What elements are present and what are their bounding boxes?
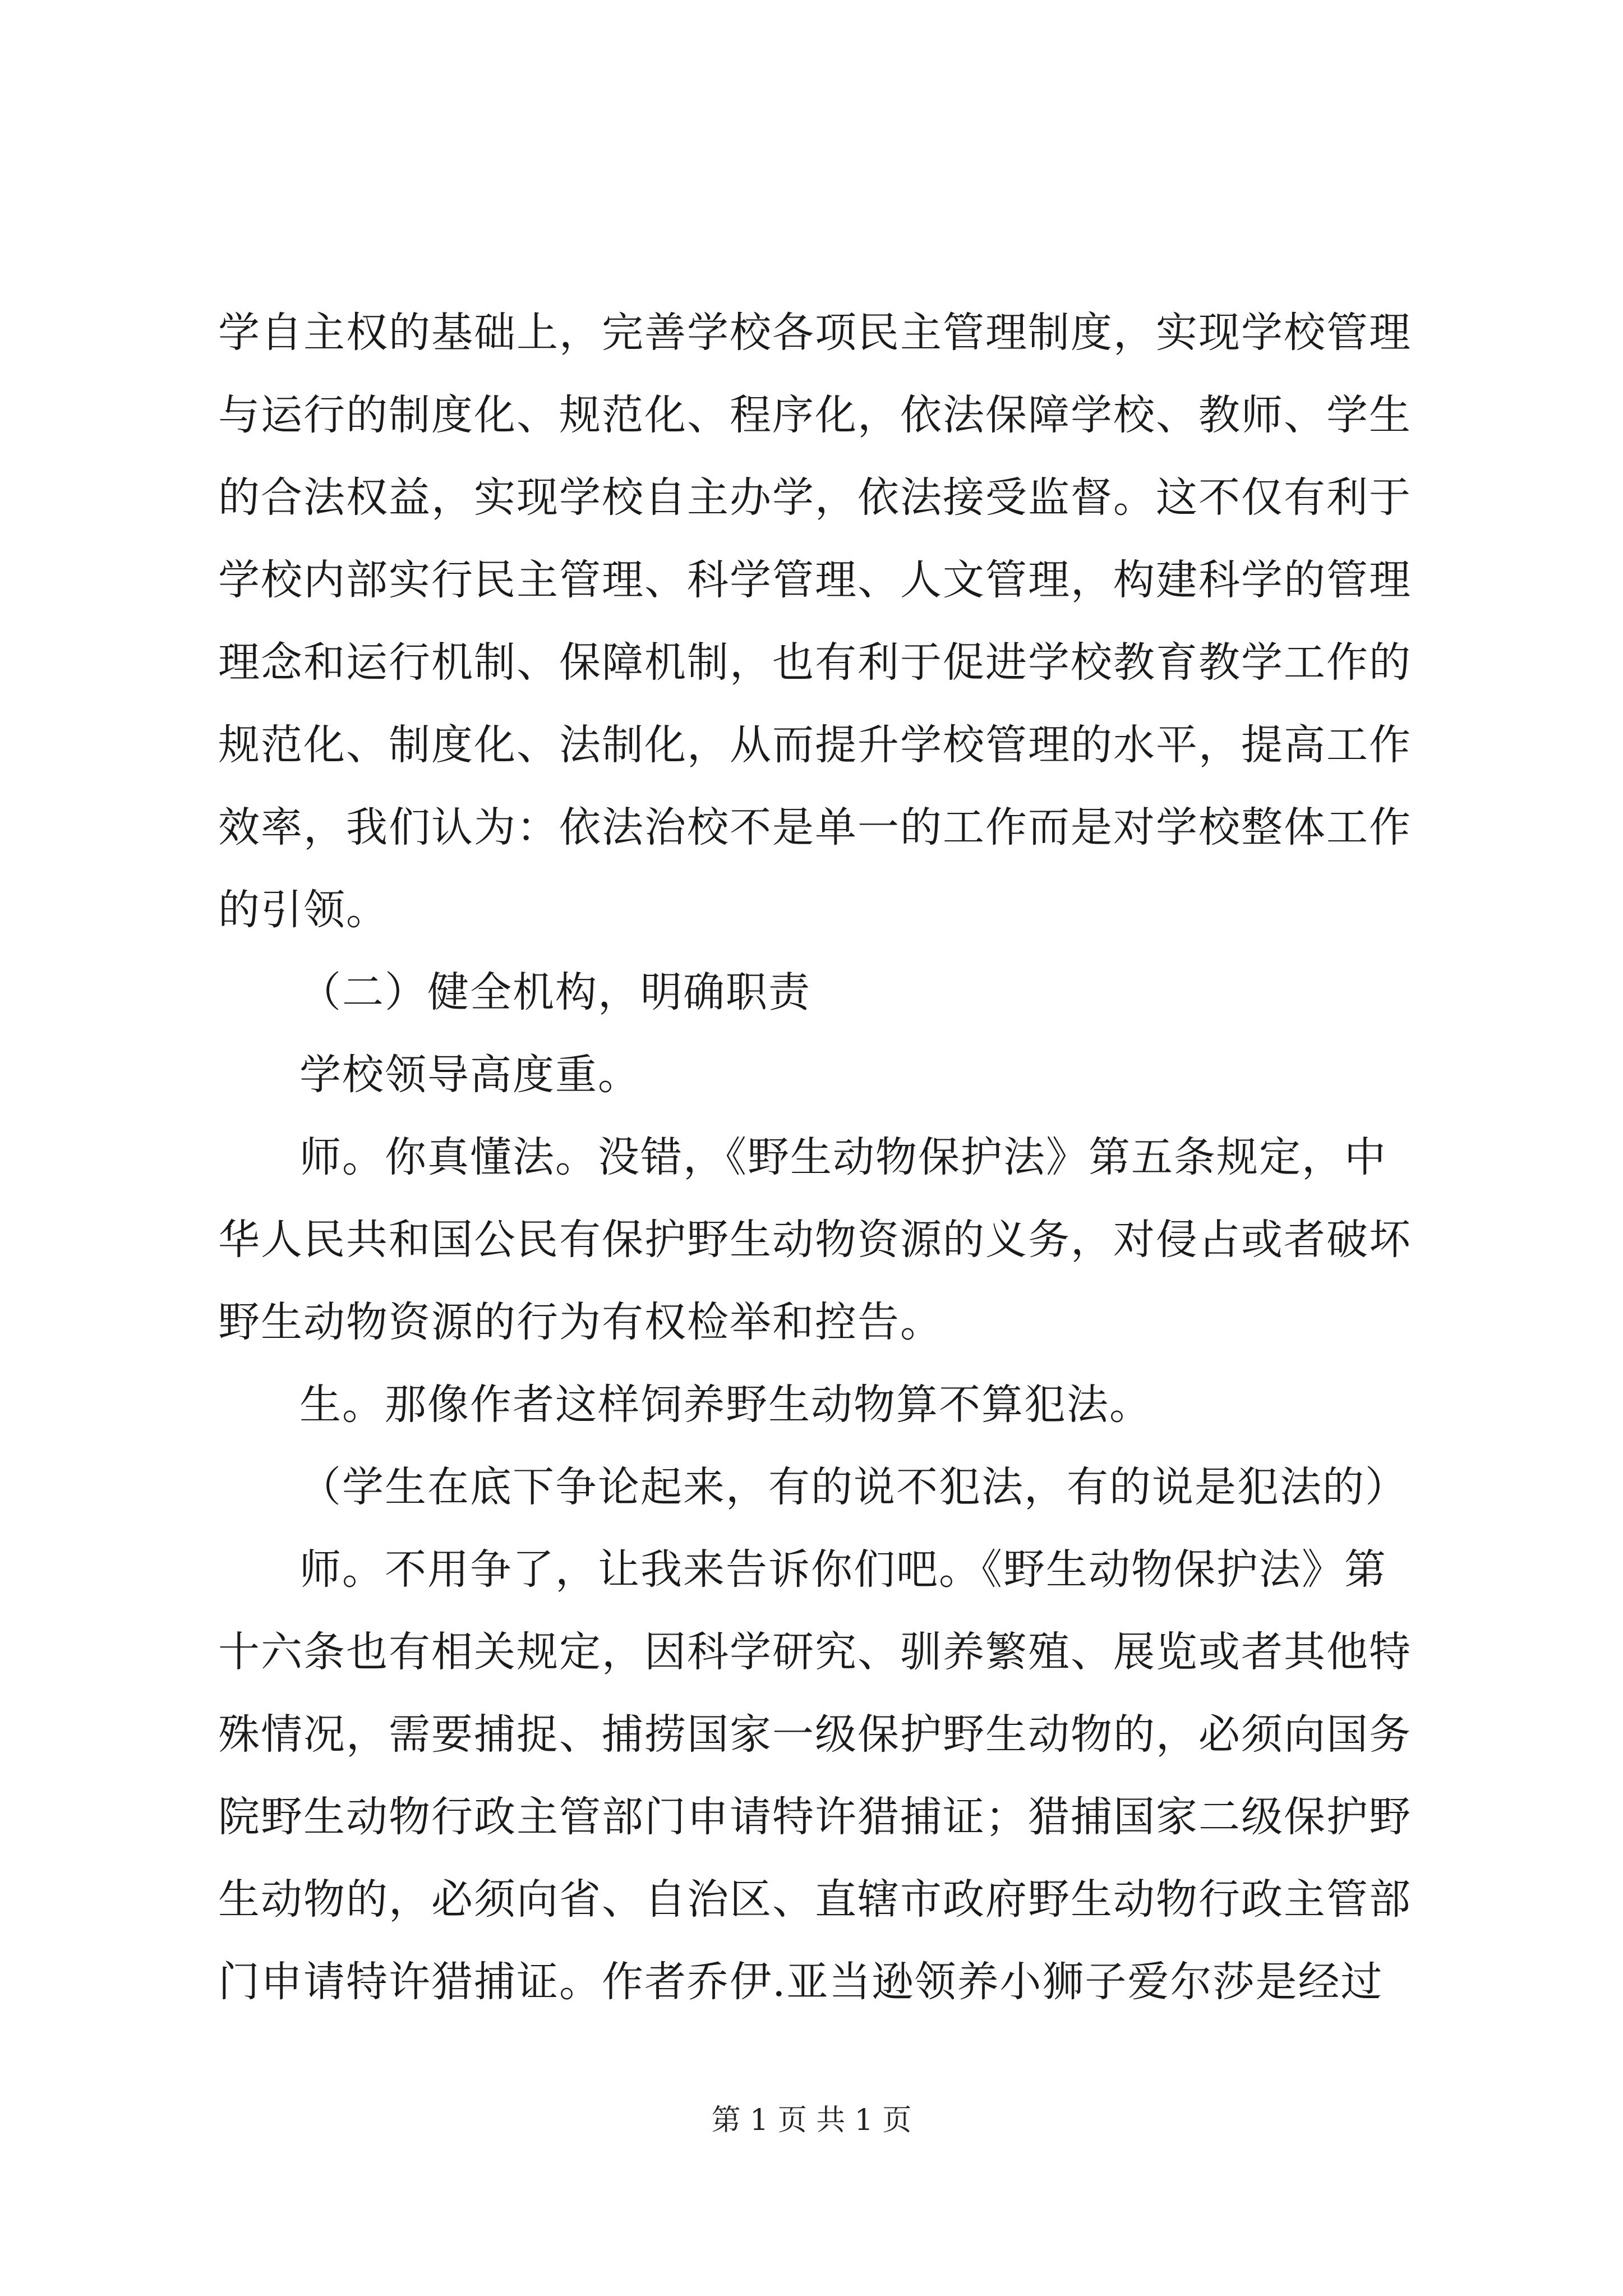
text-line: 理念和运行机制、保障机制，也有利于促进学校教育教学工作的 xyxy=(218,638,1412,687)
section-heading: （二）健全机构，明确职责 xyxy=(299,968,811,1016)
text-line: 师。你真懂法。没错，《野生动物保护法》第五条规定，中 xyxy=(299,1133,1387,1181)
document-body xyxy=(218,292,1424,2023)
page-number-label: 第 1 页 共 1 页 xyxy=(711,2104,912,2137)
text-line: 门申请特许猎捕证。作者乔伊.亚当逊领养小狮子爱尔莎是经过 xyxy=(218,1958,1384,2006)
text-line: （学生在底下争论起来，有的说不犯法，有的说是犯法的） xyxy=(299,1463,1408,1511)
text-line: 野生动物资源的行为有权检举和控告。 xyxy=(218,1298,943,1346)
text-line: 学校内部实行民主管理、科学管理、人文管理，构建科学的管理 xyxy=(218,556,1412,604)
text-line: 规范化、制度化、法制化，从而提升学校管理的水平，提高工作 xyxy=(218,721,1412,769)
text-line: 学校领导高度重。 xyxy=(299,1051,640,1099)
page-footer xyxy=(0,2101,1623,2140)
text-line: 的合法权益，实现学校自主办学，依法接受监督。这不仅有利于 xyxy=(218,473,1412,522)
text-line: 的引领。 xyxy=(218,886,389,934)
text-line: 与运行的制度化、规范化、程序化，依法保障学校、教师、学生 xyxy=(218,391,1412,439)
text-line: 生动物的，必须向省、自治区、直辖市政府野生动物行政主管部 xyxy=(218,1875,1412,1924)
text-line: 院野生动物行政主管部门申请特许猎捕证；猎捕国家二级保护野 xyxy=(218,1793,1412,1841)
text-line: 十六条也有相关规定，因科学研究、驯养繁殖、展览或者其他特 xyxy=(218,1628,1412,1676)
text-line: 殊情况，需要捕捉、捕捞国家一级保护野生动物的，必须向国务 xyxy=(218,1710,1412,1759)
text-line: 生。那像作者这样饲养野生动物算不算犯法。 xyxy=(299,1381,1152,1429)
text-line: 效率，我们认为：依法治校不是单一的工作而是对学校整体工作 xyxy=(218,803,1412,852)
text-line: 师。不用争了，让我来告诉你们吧。《野生动物保护法》第 xyxy=(299,1545,1387,1594)
text-line: 华人民共和国公民有保护野生动物资源的义务，对侵占或者破坏 xyxy=(218,1216,1412,1264)
text-line: 学自主权的基础上，完善学校各项民主管理制度，实现学校管理 xyxy=(218,309,1412,357)
